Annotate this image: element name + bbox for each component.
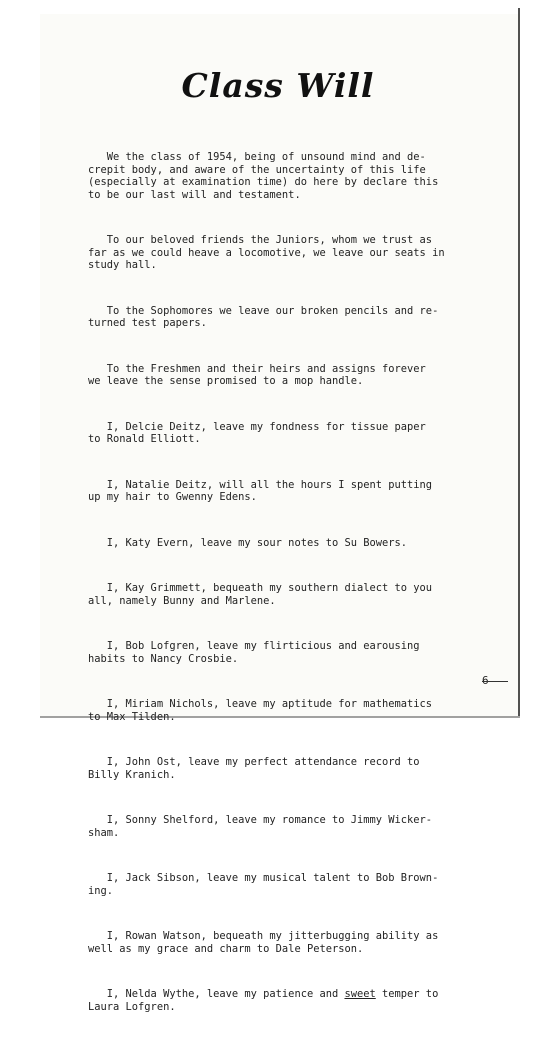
text-line: ing. <box>88 884 114 897</box>
text-line: I, Kay Grimmett, bequeath my southern dialect to you <box>88 582 433 594</box>
text-line: (especially at examination time) do here by declare this <box>88 176 439 188</box>
text-line: I, Sonny Shelford, leave my romance to Jimmy Wicker- <box>88 814 433 826</box>
text-line: well as my grace and charm to Dale Peterson. <box>88 942 364 955</box>
paragraph <box>88 814 480 839</box>
paragraph <box>88 305 480 330</box>
text-line: To the Freshmen and their heirs and assigns forever <box>88 362 426 375</box>
text-line: To our beloved friends the Juniors, whom we trust as <box>88 234 433 246</box>
page-title: Class Will <box>181 66 375 105</box>
text-line: I, Bob Lofgren, leave my flirticious and earousing <box>88 640 420 652</box>
text-line: I, Jack Sibson, leave my musical talent to Bob Brown- <box>88 872 439 884</box>
will-text-body <box>88 126 480 1046</box>
text-line: crepit body, and aware of the uncertainty of this life <box>88 163 426 176</box>
text-fragment: I, Nelda Wythe, leave my patience and <box>88 988 345 1000</box>
paragraph <box>88 151 480 201</box>
text-line: We the class of 1954, being of unsound mind and de- <box>88 151 426 163</box>
text-line: Laura Lofgren. <box>88 1000 176 1013</box>
text-line: turned test papers. <box>88 317 207 329</box>
text-line: I, Rowan Watson, bequeath my jitterbugging ability as <box>88 930 439 942</box>
paragraph <box>88 421 480 446</box>
text-line: I, Natalie Deitz, will all the hours I spent putting <box>88 478 433 491</box>
text-line: study hall. <box>88 259 157 271</box>
text-line: I, Miriam Nichols, leave my aptitude for mathematics <box>88 698 433 710</box>
paragraph <box>88 479 480 504</box>
paragraph <box>88 698 480 723</box>
text-line: up my hair to Gwenny Edens. <box>88 491 257 503</box>
paragraph <box>88 363 480 388</box>
text-line: all, namely Bunny and Marlene. <box>88 594 276 607</box>
paragraph <box>88 582 480 607</box>
page-edge-shadow <box>518 8 520 716</box>
paragraph <box>88 930 480 955</box>
text-fragment: temper to <box>375 988 439 1000</box>
text-line: To the Sophomores we leave our broken pencils and re- <box>88 304 439 317</box>
text-line <box>88 988 480 1001</box>
text-line: to be our last will and testament. <box>88 188 301 201</box>
paragraph <box>88 640 480 665</box>
text-line: we leave the sense promised to a mop handle. <box>88 375 364 387</box>
text-line: I, Katy Evern, leave my sour notes to Su Bowers. <box>88 536 408 549</box>
text-line: far as we could heave a locomotive, we leave our seats in <box>88 246 445 259</box>
text-line: habits to Nancy Crosbie. <box>88 652 239 665</box>
paragraph <box>88 537 480 550</box>
text-line: Billy Kranich. <box>88 768 176 781</box>
text-line: to Max Tilden. <box>88 710 176 723</box>
text-line: to Ronald Elliott. <box>88 433 201 445</box>
paragraph <box>88 988 480 1013</box>
paragraph <box>88 756 480 781</box>
text-line: I, Delcie Deitz, leave my fondness for tissue paper <box>88 420 426 433</box>
text-line: sham. <box>88 826 120 839</box>
paragraph <box>88 872 480 897</box>
underlined-word: sweet <box>344 988 376 1000</box>
page-number-rule <box>482 681 508 682</box>
text-line: I, John Ost, leave my perfect attendance record to <box>88 756 420 768</box>
paragraph <box>88 234 480 272</box>
